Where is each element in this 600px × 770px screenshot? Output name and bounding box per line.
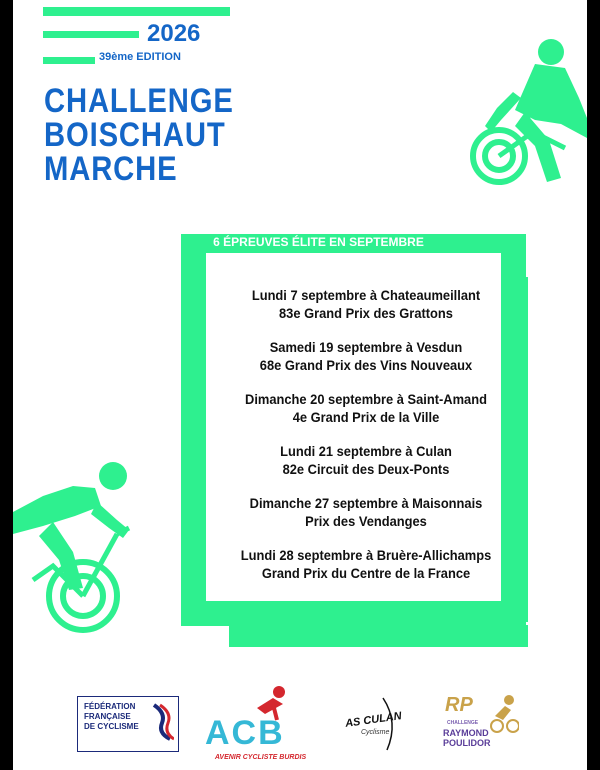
event-date: Lundi 7 septembre à Chateaumeillant — [251, 287, 481, 303]
ffc-logo — [77, 696, 179, 752]
event-date: Lundi 21 septembre à Culan — [280, 443, 452, 459]
list-item — [206, 286, 526, 322]
rp-monogram: RP — [445, 694, 473, 716]
title-line-3: MARCHE — [44, 150, 178, 188]
rp-name-line-2: POULIDOR — [443, 738, 491, 748]
title-line-1: CHALLENGE — [44, 82, 234, 120]
as-culan-name: AS CULAN — [344, 710, 403, 730]
ffc-line-2: FRANÇAISE — [84, 712, 131, 721]
event-date: Lundi 28 septembre à Bruère-Allichamps — [240, 547, 492, 563]
events-banner: 6 ÉPREUVES ÉLITE EN SEPTEMBRE — [213, 235, 424, 249]
acb-letters: ACB — [205, 714, 285, 752]
poster — [13, 0, 587, 770]
ffc-emblem-icon — [152, 703, 174, 741]
event-date: Samedi 19 septembre à Vesdun — [269, 339, 463, 355]
event-race: 68e Grand Prix des Vins Nouveaux — [259, 357, 473, 373]
low-accent-bar — [43, 57, 95, 64]
event-race: 83e Grand Prix des Grattons — [279, 305, 453, 321]
event-race: Prix des Vendanges — [305, 513, 427, 529]
event-date: Dimanche 20 septembre à Saint-Amand — [245, 391, 487, 407]
acb-subtitle: AVENIR CYCLISTE BURDIS — [214, 754, 307, 761]
ffc-line-1: FÉDÉRATION — [84, 702, 136, 711]
event-date: Dimanche 27 septembre à Maisonnais — [249, 495, 483, 511]
list-item — [206, 338, 526, 374]
page-title — [44, 84, 234, 186]
ffc-line-3: DE CYCLISME — [84, 722, 139, 731]
raymond-poulidor-logo — [443, 692, 523, 756]
list-item — [206, 494, 526, 530]
year-label: 2026 — [147, 20, 201, 47]
event-race: 4e Grand Prix de la Ville — [292, 409, 440, 425]
event-race: 82e Circuit des Deux-Ponts — [282, 461, 450, 477]
as-culan-subtitle: Cyclisme — [361, 729, 390, 736]
events-frame-bottom-edge — [229, 625, 528, 647]
list-item — [206, 442, 526, 478]
mid-accent-bar — [43, 31, 139, 38]
sponsor-logos — [13, 680, 587, 770]
cyclist-top-right-icon — [465, 28, 587, 198]
acb-logo — [203, 684, 318, 764]
rp-name-line-1: RAYMOND — [443, 728, 489, 738]
events-list — [206, 286, 526, 598]
cyclist-bottom-left-icon — [13, 456, 163, 636]
list-item — [206, 546, 526, 582]
as-culan-logo — [343, 696, 403, 752]
edition-label: 39ème EDITION — [99, 51, 181, 63]
top-accent-bar — [43, 7, 230, 16]
rp-challenge-label: CHALLENGE — [447, 720, 479, 726]
rp-cyclist-icon — [489, 694, 519, 734]
list-item — [206, 390, 526, 426]
title-line-2: BOISCHAUT — [44, 116, 226, 154]
event-race: Grand Prix du Centre de la France — [261, 565, 471, 581]
